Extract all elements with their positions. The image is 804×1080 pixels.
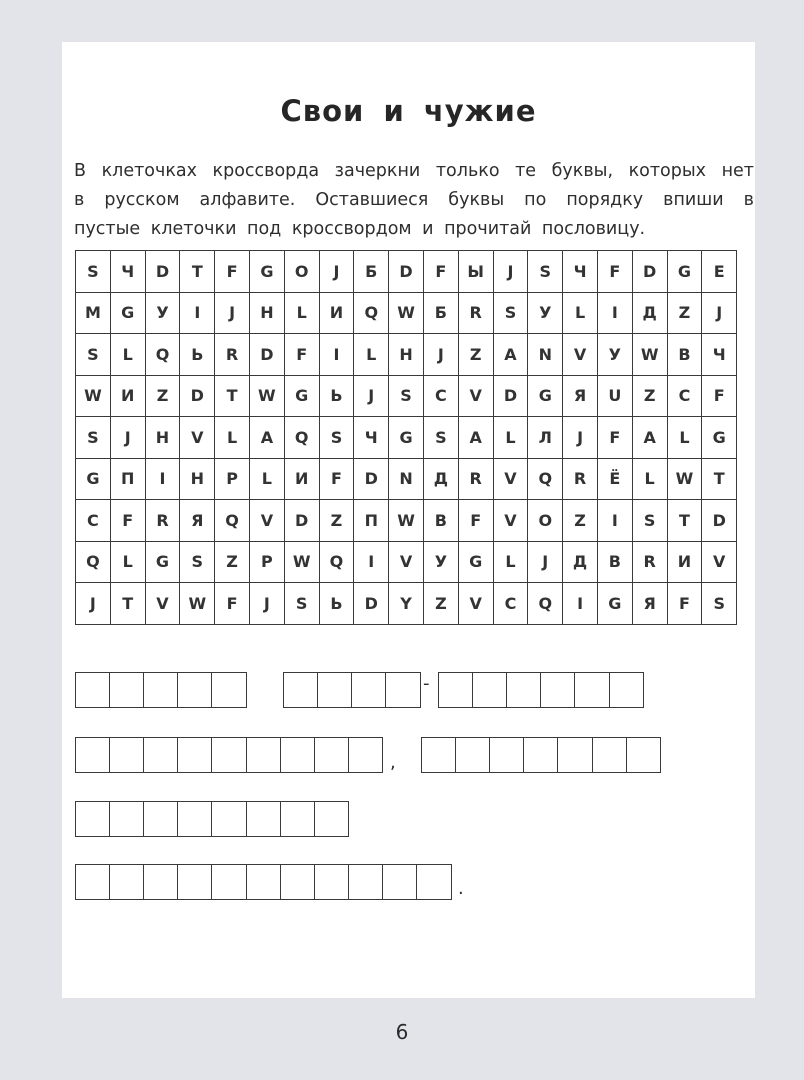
- grid-cell[interactable]: O: [528, 500, 563, 542]
- grid-cell[interactable]: R: [458, 292, 493, 334]
- grid-cell[interactable]: T: [180, 251, 215, 293]
- grid-cell[interactable]: Z: [319, 500, 354, 542]
- grid-cell[interactable]: Б: [423, 292, 458, 334]
- grid-row: [76, 583, 737, 625]
- grid-cell[interactable]: V: [180, 417, 215, 459]
- grid-cell[interactable]: L: [632, 458, 667, 500]
- grid-cell[interactable]: Ч: [354, 417, 389, 459]
- answer-box[interactable]: [421, 737, 457, 773]
- grid-cell[interactable]: C: [423, 375, 458, 417]
- answer-box[interactable]: [489, 737, 525, 773]
- grid-cell[interactable]: J: [563, 417, 598, 459]
- answer-box[interactable]: [348, 864, 384, 900]
- grid-cell[interactable]: S: [632, 500, 667, 542]
- grid-cell[interactable]: Д: [563, 541, 598, 583]
- grid-cell[interactable]: S: [76, 417, 111, 459]
- answer-box[interactable]: [280, 801, 316, 837]
- grid-cell[interactable]: G: [389, 417, 424, 459]
- grid-cell[interactable]: V: [493, 458, 528, 500]
- grid-cell[interactable]: R: [145, 500, 180, 542]
- grid-cell[interactable]: Z: [563, 500, 598, 542]
- grid-cell[interactable]: V: [249, 500, 284, 542]
- grid-cell[interactable]: Ч: [563, 251, 598, 293]
- grid-cell[interactable]: R: [632, 541, 667, 583]
- grid-cell[interactable]: I: [354, 541, 389, 583]
- grid-cell[interactable]: S: [180, 541, 215, 583]
- grid-cell[interactable]: Q: [528, 458, 563, 500]
- answer-box[interactable]: [574, 672, 610, 708]
- grid-cell[interactable]: Z: [632, 375, 667, 417]
- grid-cell[interactable]: A: [493, 334, 528, 376]
- answer-box[interactable]: [314, 864, 350, 900]
- answer-box[interactable]: [177, 737, 213, 773]
- grid-cell[interactable]: V: [493, 500, 528, 542]
- grid-cell[interactable]: I: [319, 334, 354, 376]
- grid-row: [76, 417, 737, 459]
- grid-cell[interactable]: L: [284, 292, 319, 334]
- grid-cell[interactable]: S: [76, 251, 111, 293]
- answer-group: [75, 737, 383, 773]
- grid-cell[interactable]: F: [319, 458, 354, 500]
- grid-cell[interactable]: J: [110, 417, 145, 459]
- grid-cell[interactable]: S: [319, 417, 354, 459]
- grid-cell[interactable]: W: [284, 541, 319, 583]
- grid-cell[interactable]: I: [597, 500, 632, 542]
- grid-cell[interactable]: A: [458, 417, 493, 459]
- grid-cell[interactable]: И: [667, 541, 702, 583]
- grid-cell[interactable]: E: [702, 251, 737, 293]
- grid-cell[interactable]: B: [597, 541, 632, 583]
- grid-cell[interactable]: Я: [563, 375, 598, 417]
- grid-cell[interactable]: Z: [215, 541, 250, 583]
- grid-cell[interactable]: L: [493, 417, 528, 459]
- grid-cell[interactable]: Ч: [110, 251, 145, 293]
- grid-cell[interactable]: W: [389, 500, 424, 542]
- grid-cell[interactable]: W: [632, 334, 667, 376]
- grid-cell[interactable]: G: [528, 375, 563, 417]
- grid-cell[interactable]: Z: [423, 583, 458, 625]
- grid-cell[interactable]: F: [423, 251, 458, 293]
- grid-cell[interactable]: L: [563, 292, 598, 334]
- grid-cell[interactable]: У: [145, 292, 180, 334]
- answer-box[interactable]: [75, 801, 111, 837]
- grid-cell[interactable]: A: [632, 417, 667, 459]
- grid-cell[interactable]: B: [423, 500, 458, 542]
- grid-cell[interactable]: D: [632, 251, 667, 293]
- answer-box[interactable]: [109, 801, 145, 837]
- grid-cell[interactable]: W: [76, 375, 111, 417]
- answer-box[interactable]: [246, 864, 282, 900]
- answer-box[interactable]: [626, 737, 662, 773]
- grid-cell[interactable]: J: [215, 292, 250, 334]
- grid-cell[interactable]: G: [249, 251, 284, 293]
- grid-cell[interactable]: A: [249, 417, 284, 459]
- grid-cell[interactable]: S: [423, 417, 458, 459]
- grid-cell[interactable]: S: [284, 583, 319, 625]
- grid-cell[interactable]: J: [76, 583, 111, 625]
- answer-box[interactable]: [314, 737, 350, 773]
- instructions-line: пустые клеточки под кроссвордом и прочитай пословицу.: [74, 219, 646, 239]
- answer-box[interactable]: [75, 672, 111, 708]
- grid-cell[interactable]: I: [145, 458, 180, 500]
- grid-cell[interactable]: T: [215, 375, 250, 417]
- instructions-line: в русском алфавите. Оставшиеся буквы по порядку впиши в: [74, 190, 754, 210]
- grid-cell[interactable]: D: [702, 500, 737, 542]
- grid-row: [76, 458, 737, 500]
- answer-box[interactable]: [246, 801, 282, 837]
- grid-cell[interactable]: Z: [145, 375, 180, 417]
- answer-group: [75, 801, 349, 837]
- grid-cell[interactable]: J: [528, 541, 563, 583]
- grid-cell[interactable]: Q: [528, 583, 563, 625]
- grid-cell[interactable]: B: [667, 334, 702, 376]
- grid-cell[interactable]: Д: [632, 292, 667, 334]
- answer-box[interactable]: [109, 864, 145, 900]
- answer-box[interactable]: [75, 864, 111, 900]
- answer-box[interactable]: [280, 737, 316, 773]
- period-mark: .: [458, 878, 464, 899]
- answer-box[interactable]: [109, 737, 145, 773]
- grid-cell[interactable]: Y: [389, 583, 424, 625]
- grid-cell[interactable]: V: [458, 375, 493, 417]
- grid-cell[interactable]: P: [249, 541, 284, 583]
- grid-cell[interactable]: J: [249, 583, 284, 625]
- answer-box[interactable]: [540, 672, 576, 708]
- answer-box[interactable]: [75, 737, 111, 773]
- grid-cell[interactable]: Л: [528, 417, 563, 459]
- grid-cell[interactable]: F: [597, 417, 632, 459]
- grid-cell[interactable]: L: [667, 417, 702, 459]
- grid-cell[interactable]: Q: [319, 541, 354, 583]
- answer-box[interactable]: [143, 672, 179, 708]
- grid-cell[interactable]: H: [249, 292, 284, 334]
- grid-row: [76, 500, 737, 542]
- grid-cell[interactable]: Q: [284, 417, 319, 459]
- grid-cell[interactable]: Ё: [597, 458, 632, 500]
- answer-group: [75, 864, 452, 900]
- grid-cell[interactable]: S: [389, 375, 424, 417]
- grid-cell[interactable]: N: [389, 458, 424, 500]
- answer-group: [421, 737, 661, 773]
- grid-cell[interactable]: Ы: [458, 251, 493, 293]
- grid-cell[interactable]: F: [458, 500, 493, 542]
- grid-cell[interactable]: V: [702, 541, 737, 583]
- grid-cell[interactable]: F: [215, 251, 250, 293]
- answer-box[interactable]: [143, 737, 179, 773]
- answer-box[interactable]: [211, 672, 247, 708]
- grid-cell[interactable]: Б: [354, 251, 389, 293]
- grid-cell[interactable]: T: [110, 583, 145, 625]
- grid-row: [76, 541, 737, 583]
- answer-group: [75, 672, 247, 708]
- grid-cell[interactable]: C: [76, 500, 111, 542]
- grid-cell[interactable]: W: [249, 375, 284, 417]
- grid-cell[interactable]: G: [145, 541, 180, 583]
- grid-cell[interactable]: T: [667, 500, 702, 542]
- answer-box[interactable]: [143, 864, 179, 900]
- answer-box[interactable]: [523, 737, 559, 773]
- grid-cell[interactable]: L: [493, 541, 528, 583]
- answer-box[interactable]: [211, 864, 247, 900]
- grid-cell[interactable]: G: [702, 417, 737, 459]
- grid-cell[interactable]: V: [458, 583, 493, 625]
- grid-cell[interactable]: D: [389, 251, 424, 293]
- grid-cell[interactable]: S: [702, 583, 737, 625]
- grid-cell[interactable]: Q: [145, 334, 180, 376]
- grid-cell[interactable]: R: [563, 458, 598, 500]
- grid-cell[interactable]: H: [389, 334, 424, 376]
- grid-cell[interactable]: J: [354, 375, 389, 417]
- grid-cell[interactable]: У: [423, 541, 458, 583]
- grid-cell[interactable]: F: [667, 583, 702, 625]
- grid-cell[interactable]: L: [354, 334, 389, 376]
- answer-box[interactable]: [506, 672, 542, 708]
- grid-cell[interactable]: U: [597, 375, 632, 417]
- grid-cell[interactable]: P: [215, 458, 250, 500]
- grid-cell[interactable]: Ь: [180, 334, 215, 376]
- instructions: [74, 157, 754, 244]
- grid-cell[interactable]: G: [284, 375, 319, 417]
- grid-cell[interactable]: H: [145, 417, 180, 459]
- page-number: 6: [395, 1020, 409, 1044]
- letter-grid: [75, 250, 737, 625]
- grid-cell[interactable]: O: [284, 251, 319, 293]
- grid-cell[interactable]: J: [319, 251, 354, 293]
- answer-box[interactable]: [143, 801, 179, 837]
- answer-box[interactable]: [455, 737, 491, 773]
- answer-box[interactable]: [416, 864, 452, 900]
- grid-cell[interactable]: I: [597, 292, 632, 334]
- grid-cell[interactable]: F: [284, 334, 319, 376]
- grid-cell[interactable]: F: [110, 500, 145, 542]
- answer-box[interactable]: [177, 801, 213, 837]
- answer-box[interactable]: [314, 801, 350, 837]
- grid-cell[interactable]: И: [110, 375, 145, 417]
- grid-cell[interactable]: C: [667, 375, 702, 417]
- answer-box[interactable]: [211, 801, 247, 837]
- grid-cell[interactable]: Z: [458, 334, 493, 376]
- answer-box[interactable]: [472, 672, 508, 708]
- answer-box[interactable]: [280, 864, 316, 900]
- answer-box[interactable]: [348, 737, 384, 773]
- grid-cell[interactable]: И: [284, 458, 319, 500]
- answer-box[interactable]: [177, 672, 213, 708]
- grid-cell[interactable]: C: [493, 583, 528, 625]
- grid-cell[interactable]: L: [110, 541, 145, 583]
- grid-cell[interactable]: V: [389, 541, 424, 583]
- grid-cell[interactable]: J: [423, 334, 458, 376]
- answer-box[interactable]: [592, 737, 628, 773]
- grid-cell[interactable]: M: [76, 292, 111, 334]
- grid-cell[interactable]: F: [702, 375, 737, 417]
- answer-box[interactable]: [382, 864, 418, 900]
- answer-box[interactable]: [177, 864, 213, 900]
- answer-box[interactable]: [211, 737, 247, 773]
- grid-cell[interactable]: S: [76, 334, 111, 376]
- grid-cell[interactable]: Q: [215, 500, 250, 542]
- grid-cell[interactable]: G: [76, 458, 111, 500]
- grid-cell[interactable]: R: [458, 458, 493, 500]
- grid-cell[interactable]: L: [215, 417, 250, 459]
- workbook-page: [62, 42, 755, 998]
- answer-box[interactable]: [317, 672, 353, 708]
- grid-cell[interactable]: D: [354, 583, 389, 625]
- grid-cell[interactable]: Ь: [319, 583, 354, 625]
- grid-cell[interactable]: Ь: [319, 375, 354, 417]
- answer-group: [283, 672, 421, 708]
- grid-cell[interactable]: G: [667, 251, 702, 293]
- grid-cell[interactable]: I: [180, 292, 215, 334]
- comma-mark: ,: [390, 752, 396, 773]
- grid-row: [76, 251, 737, 293]
- grid-cell[interactable]: L: [110, 334, 145, 376]
- grid-cell[interactable]: Q: [76, 541, 111, 583]
- grid-cell[interactable]: Я: [632, 583, 667, 625]
- grid-cell[interactable]: F: [215, 583, 250, 625]
- grid-cell[interactable]: D: [354, 458, 389, 500]
- instructions-line: В клеточках кроссворда зачеркни только те буквы, которых нет: [74, 161, 754, 181]
- grid-cell[interactable]: G: [597, 583, 632, 625]
- grid-cell[interactable]: N: [528, 334, 563, 376]
- grid-cell[interactable]: H: [180, 458, 215, 500]
- grid-cell[interactable]: G: [110, 292, 145, 334]
- grid-cell[interactable]: F: [597, 251, 632, 293]
- grid-cell[interactable]: V: [145, 583, 180, 625]
- answer-group: [438, 672, 644, 708]
- grid-cell[interactable]: W: [389, 292, 424, 334]
- grid-cell[interactable]: П: [354, 500, 389, 542]
- answer-box[interactable]: [609, 672, 645, 708]
- grid-cell[interactable]: J: [493, 251, 528, 293]
- grid-cell[interactable]: П: [110, 458, 145, 500]
- answer-box[interactable]: [283, 672, 319, 708]
- answer-box[interactable]: [385, 672, 421, 708]
- grid-cell[interactable]: D: [180, 375, 215, 417]
- grid-cell[interactable]: Ч: [702, 334, 737, 376]
- grid-cell[interactable]: D: [493, 375, 528, 417]
- grid-cell[interactable]: W: [180, 583, 215, 625]
- grid-cell[interactable]: У: [597, 334, 632, 376]
- grid-cell[interactable]: S: [528, 251, 563, 293]
- grid-cell[interactable]: Q: [354, 292, 389, 334]
- grid-cell[interactable]: V: [563, 334, 598, 376]
- answer-box[interactable]: [557, 737, 593, 773]
- grid-cell[interactable]: I: [563, 583, 598, 625]
- grid-cell[interactable]: L: [249, 458, 284, 500]
- grid-cell[interactable]: D: [249, 334, 284, 376]
- hyphen-mark: -: [423, 673, 430, 694]
- grid-cell[interactable]: Д: [423, 458, 458, 500]
- grid-cell[interactable]: D: [284, 500, 319, 542]
- grid-cell[interactable]: S: [493, 292, 528, 334]
- grid-cell[interactable]: Я: [180, 500, 215, 542]
- grid-row: [76, 334, 737, 376]
- grid-cell[interactable]: W: [667, 458, 702, 500]
- answer-box[interactable]: [438, 672, 474, 708]
- grid-cell[interactable]: И: [319, 292, 354, 334]
- grid-cell[interactable]: J: [702, 292, 737, 334]
- grid-cell[interactable]: T: [702, 458, 737, 500]
- answer-box[interactable]: [351, 672, 387, 708]
- answer-box[interactable]: [109, 672, 145, 708]
- grid-cell[interactable]: D: [145, 251, 180, 293]
- grid-cell[interactable]: G: [458, 541, 493, 583]
- answer-box[interactable]: [246, 737, 282, 773]
- grid-cell[interactable]: У: [528, 292, 563, 334]
- page-title: Свои и чужие: [280, 94, 537, 128]
- grid-row: [76, 292, 737, 334]
- grid-cell[interactable]: Z: [667, 292, 702, 334]
- grid-row: [76, 375, 737, 417]
- grid-cell[interactable]: R: [215, 334, 250, 376]
